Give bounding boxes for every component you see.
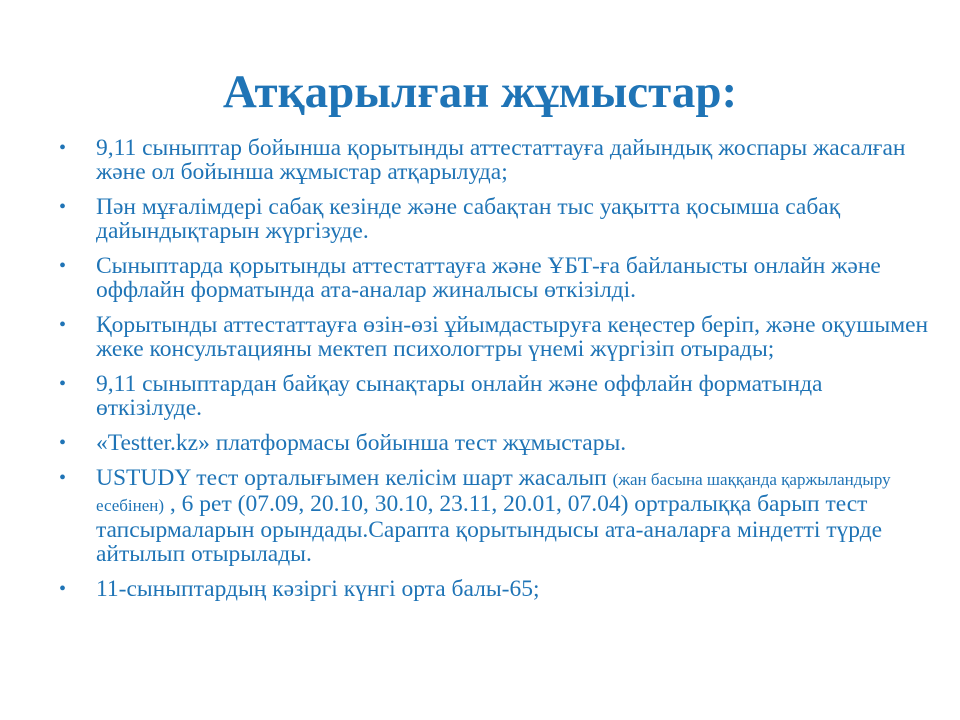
list-item (0, 313, 960, 361)
ustudy-text-small: (жан басына шаққанда қаржыландыру есебінен) (96, 470, 891, 515)
list-item (0, 254, 960, 302)
bullet-icon: • (59, 137, 67, 159)
list-item (0, 136, 960, 184)
list-item (0, 195, 960, 243)
list-item-text: 9,11 сыныптар бойынша қорытынды аттестаттауға дайындық жоспары жасалған және ол бойынша жұмыстар атқарылуда; (96, 135, 906, 185)
list-item (0, 577, 960, 601)
bullet-icon: • (59, 373, 67, 395)
bullet-icon: • (59, 314, 67, 336)
bullet-icon: • (59, 467, 67, 489)
bullet-icon: • (59, 255, 67, 277)
list-item-text: Сыныптарда қорытынды аттестаттауға және ҰБТ-ға байланысты онлайн және оффлайн форматында ата-аналар жиналысы өткізілді. (96, 253, 881, 303)
list-item-text: Пән мұғалімдері сабақ кезінде және сабақтан тыс уақытта қосымша сабақ дайындықтарын жүргізуде. (96, 194, 841, 244)
bullet-icon: • (59, 432, 67, 454)
bullet-icon: • (59, 578, 67, 600)
ustudy-text-part1: USTUDY тест орталығымен келісім шарт жасалып (96, 465, 613, 491)
list-item (0, 372, 960, 420)
list-item-ustudy (0, 466, 960, 566)
bullet-icon: • (59, 196, 67, 218)
list-item-text: «Testter.kz» платформасы бойынша тест жұмыстары. (96, 430, 627, 456)
list-item (0, 431, 960, 455)
list-item-text: Қорытынды аттестаттауға өзін-өзі ұйымдастыруға кеңестер беріп, және оқушымен жеке консультацияны мектеп психологтры үнемі жүргізіп отырады; (96, 312, 929, 362)
list-item-text: 11-сыныптардың кәзіргі күнгі орта балы-65; (96, 576, 540, 602)
bullet-list (0, 136, 960, 612)
list-item-text: 9,11 сыныптардан байқау сынақтары онлайн және оффлайн форматында өткізілуде. (96, 371, 823, 421)
slide-title: Атқарылған жұмыстар: (222, 66, 738, 118)
ustudy-text-part2: , 6 рет (07.09, 20.10, 30.10, 23.11, 20.01, 07.04) ортралыққа барып тест тапсырмаларын орындады.Сарапта қорытындысы ата-аналарға міндетті түрде айтылып отырылады. (96, 491, 883, 567)
